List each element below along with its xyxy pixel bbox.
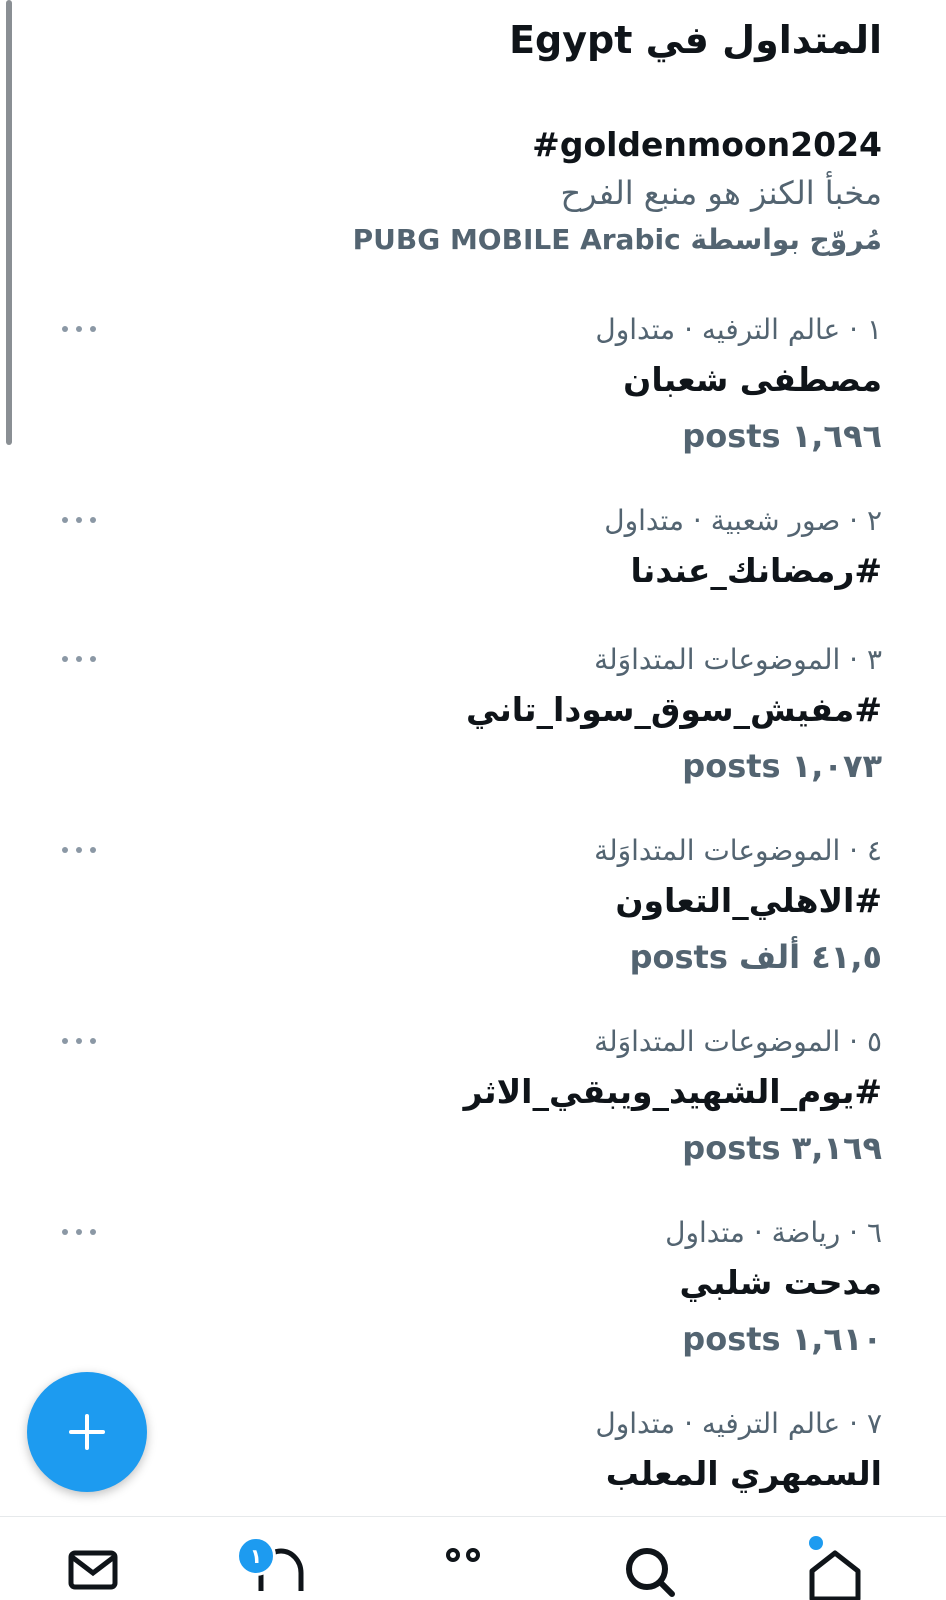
promoted-by-label: مُروّج بواسطة PUBG MOBILE Arabic: [352, 223, 882, 256]
trend-item[interactable]: [0, 1211, 882, 1367]
trend-meta: ١ · عالم الترفيه · متداول: [595, 313, 882, 346]
notifications-badge: ١: [236, 1536, 276, 1576]
bottom-navigation: [0, 1516, 946, 1600]
compose-button[interactable]: [27, 1372, 147, 1492]
trend-name: السمهري المعلب: [605, 1454, 882, 1493]
trend-meta: ٦ · رياضة · متداول: [665, 1216, 882, 1249]
promoted-description: مخبأ الكنز هو منبع الفرح: [560, 174, 882, 212]
trend-name: #يوم_الشهيد_ويبقي_الاثر: [463, 1072, 882, 1111]
home-new-indicator: [809, 1536, 823, 1550]
promoted-trend[interactable]: [62, 122, 882, 262]
trend-item[interactable]: [0, 638, 882, 794]
more-options-icon[interactable]: [62, 652, 96, 666]
trend-name: #مفيش_سوق_سودا_تاني: [465, 690, 882, 729]
trend-meta: ٧ · عالم الترفيه · متداول: [595, 1407, 882, 1440]
more-options-icon[interactable]: [62, 843, 96, 857]
more-options-icon[interactable]: [62, 1034, 96, 1048]
trend-post-count: ٤١,٥ ألف posts: [629, 938, 882, 976]
trend-item[interactable]: [0, 308, 882, 464]
promoted-hashtag[interactable]: #goldenmoon2024: [532, 125, 882, 164]
trend-item[interactable]: [0, 1020, 882, 1176]
more-options-icon[interactable]: [62, 322, 96, 336]
trend-meta: ٢ · صور شعبية · متداول: [604, 504, 882, 537]
page-title: المتداول في Egypt: [509, 18, 882, 62]
trend-name: #رمضانك_عندنا: [630, 551, 882, 590]
trend-item[interactable]: [0, 499, 882, 599]
trend-meta: ٤ · الموضوعات المتداوَلة: [594, 834, 882, 867]
plus-icon: [67, 1412, 107, 1452]
more-options-icon[interactable]: [62, 1225, 96, 1239]
more-options-icon[interactable]: [62, 513, 96, 527]
trend-name: مدحت شلبي: [679, 1263, 882, 1302]
communities-icon: [428, 1539, 498, 1600]
trend-post-count: ١,٦٩٦ posts: [682, 417, 882, 455]
trend-name: مصطفى شعبان: [623, 360, 882, 399]
trend-item[interactable]: [0, 829, 882, 985]
search-icon: [612, 1539, 682, 1600]
communities-tab[interactable]: [428, 1539, 498, 1600]
trend-meta: ٣ · الموضوعات المتداوَلة: [594, 643, 882, 676]
explore-tab[interactable]: [612, 1539, 682, 1600]
trend-meta: ٥ · الموضوعات المتداوَلة: [594, 1025, 882, 1058]
trend-post-count: ١,٠٧٣ posts: [682, 747, 882, 785]
trend-name: #الاهلي_التعاون: [615, 881, 882, 920]
messages-tab[interactable]: [58, 1539, 128, 1600]
mail-icon: [58, 1539, 128, 1600]
trend-post-count: ٣,١٦٩ posts: [682, 1129, 882, 1167]
trend-post-count: ١,٦١٠ posts: [682, 1320, 882, 1358]
